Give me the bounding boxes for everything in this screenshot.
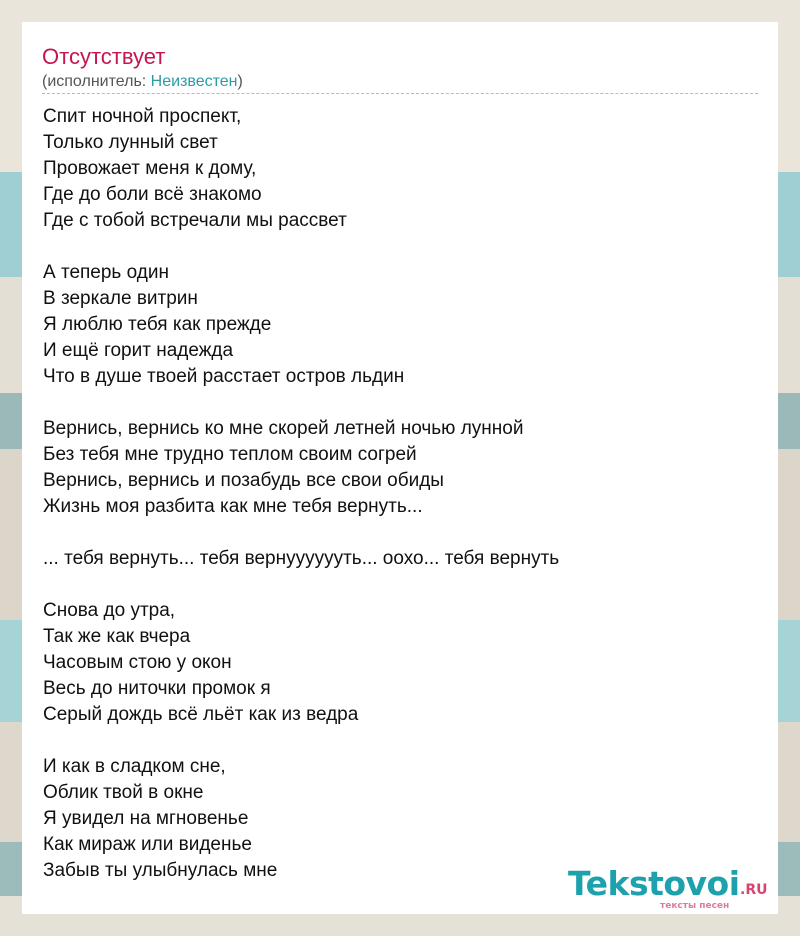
- stanza-gap: [43, 728, 763, 754]
- logo-wordmark: Tekstovoi: [568, 864, 740, 903]
- stanza: [43, 104, 763, 234]
- lyric-line: ... тебя вернуть... тебя вернууууууть... оохо... тебя вернуть: [43, 548, 560, 569]
- song-title: Отсутствует: [42, 44, 166, 69]
- lyric-line: И ещё горит надежда: [43, 340, 234, 361]
- stanza: [43, 546, 763, 572]
- artist-line: [42, 73, 243, 91]
- logo-tld: .RU: [740, 882, 768, 898]
- lyric-line: Только лунный свет: [43, 132, 218, 153]
- artist-suffix: ): [237, 73, 243, 90]
- stanza: [43, 598, 763, 728]
- lyric-line: Я увидел на мгновенье: [43, 808, 249, 829]
- lyric-line: Вернись, вернись и позабудь все свои обиды: [43, 470, 444, 491]
- lyric-line: Где до боли всё знакомо: [43, 184, 262, 205]
- stanza-gap: [43, 234, 763, 260]
- stanza-gap: [43, 390, 763, 416]
- artist-prefix: (исполнитель:: [42, 73, 151, 90]
- lyric-line: Провожает меня к дому,: [43, 158, 257, 179]
- lyric-line: Вернись, вернись ко мне скорей летней ночью лунной: [43, 418, 524, 439]
- lyric-line: Облик твой в окне: [43, 782, 204, 803]
- stanza: [43, 260, 763, 390]
- lyrics-card: [22, 22, 778, 914]
- stanza-gap: [43, 572, 763, 598]
- lyric-line: Весь до ниточки промок я: [43, 678, 271, 699]
- lyric-line: Так же как вчера: [43, 626, 191, 647]
- lyric-line: Как мираж или виденье: [43, 834, 252, 855]
- lyric-line: Серый дождь всё льёт как из ведра: [43, 704, 359, 725]
- stanza: [43, 416, 763, 520]
- lyric-line: Жизнь моя разбита как мне тебя вернуть...: [43, 496, 423, 517]
- stanza-gap: [43, 520, 763, 546]
- lyric-line: Что в душе твоей расстает остров льдин: [43, 366, 405, 387]
- lyric-line: В зеркале витрин: [43, 288, 198, 309]
- lyric-line: Часовым стою у окон: [43, 652, 232, 673]
- lyric-line: Снова до утра,: [43, 600, 176, 621]
- lyric-line: И как в сладком сне,: [43, 756, 226, 777]
- lyric-line: Забыв ты улыбнулась мне: [43, 860, 278, 881]
- lyrics-body: [43, 104, 763, 884]
- lyric-line: Я люблю тебя как прежде: [43, 314, 272, 335]
- logo-tagline: тексты песен: [660, 901, 730, 911]
- lyric-line: Где с тобой встречали мы рассвет: [43, 210, 347, 231]
- lyric-line: А теперь один: [43, 262, 169, 283]
- lyric-line: Спит ночной проспект,: [43, 106, 242, 127]
- site-logo[interactable]: [568, 864, 778, 914]
- artist-link[interactable]: Неизвестен: [150, 73, 238, 90]
- lyric-line: Без тебя мне трудно теплом своим согрей: [43, 444, 417, 465]
- title-divider: [42, 93, 758, 94]
